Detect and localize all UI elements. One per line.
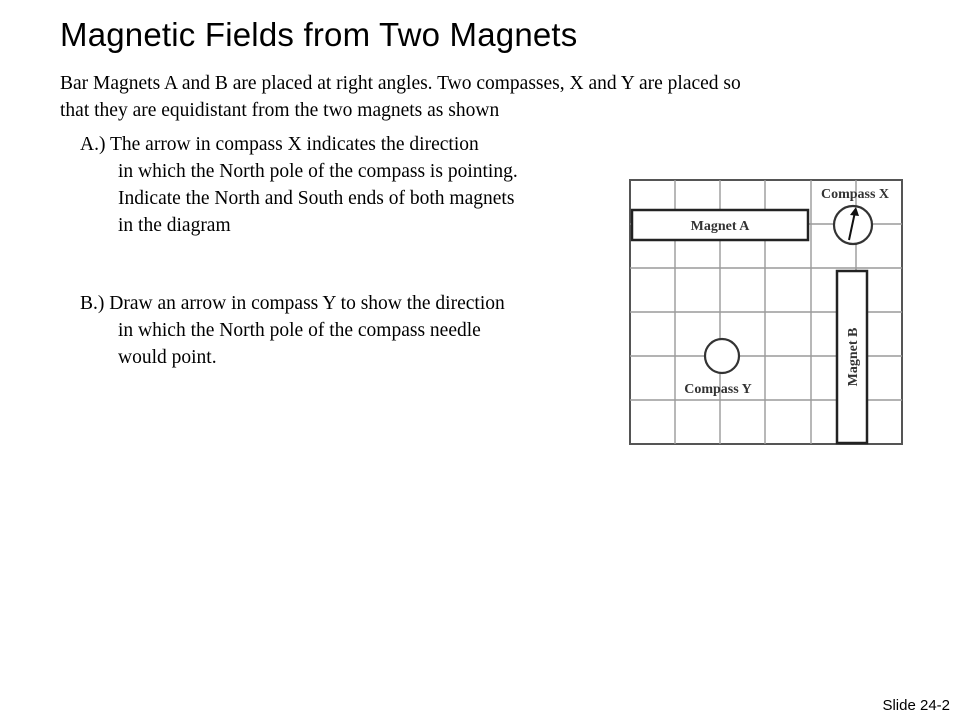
- compass-x-label: Compass X: [820, 187, 890, 202]
- compass-y-label: Compass Y: [684, 382, 752, 397]
- part-b-line-3: would point.: [118, 347, 217, 368]
- magnet-b: [837, 271, 867, 443]
- part-b-line-2: in which the North pole of the compass needle: [118, 320, 481, 341]
- magnet-b-label: Magnet B: [846, 327, 861, 387]
- part-a-line-1: A.) The arrow in compass X indicates the direction: [80, 134, 479, 155]
- part-b-line-1: B.) Draw an arrow in compass Y to show the direction: [80, 293, 505, 314]
- slide-title: Magnetic Fields from Two Magnets: [60, 16, 578, 53]
- magnet-diagram: [626, 176, 906, 448]
- intro-text: [60, 70, 920, 124]
- intro-line-2: that they are equidistant from the two magnets as shown: [60, 100, 500, 121]
- magnet-a-label: Magnet A: [690, 219, 750, 234]
- slide-number: Slide 24-2: [882, 697, 950, 714]
- part-a-line-4: in the diagram: [118, 215, 231, 236]
- magnet-a: [632, 210, 808, 240]
- intro-line-1: Bar Magnets A and B are placed at right angles. Two compasses, X and Y are placed so: [60, 73, 741, 94]
- part-a-line-2: in which the North pole of the compass is pointing.: [118, 161, 518, 182]
- part-a-line-3: Indicate the North and South ends of both magnets: [118, 188, 515, 209]
- compass-y-dial: [705, 339, 739, 373]
- question-part-b: [80, 290, 505, 371]
- question-part-a: [80, 131, 518, 239]
